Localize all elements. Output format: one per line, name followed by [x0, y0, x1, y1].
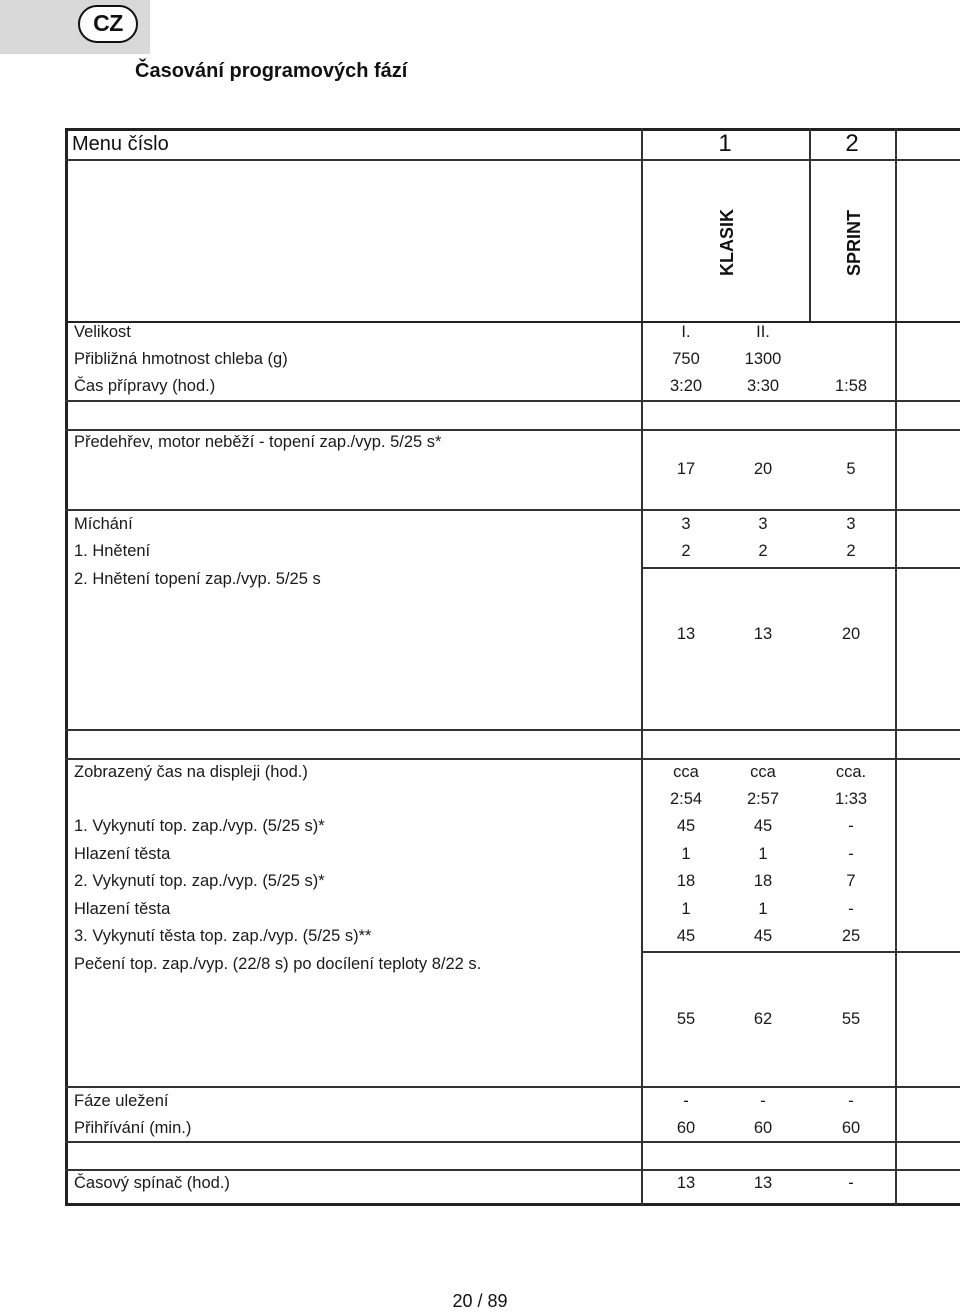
row-value: 750: [672, 350, 700, 368]
row-value: -: [848, 845, 854, 863]
row-value: 5: [846, 460, 856, 478]
col-divider: [895, 128, 897, 1205]
row-value: 3:30: [746, 377, 780, 395]
row-label: Čas přípravy (hod.): [74, 377, 216, 395]
row-value: 60: [676, 1119, 696, 1137]
row-label: Velikost: [74, 323, 131, 341]
row-value: 45: [753, 817, 773, 835]
row-value: 3: [758, 515, 768, 533]
row-value: 7: [846, 872, 856, 890]
language-badge: CZ: [78, 5, 138, 43]
row-value: 1300: [744, 350, 782, 368]
row-divider: [65, 1086, 960, 1088]
row-value: 2: [681, 542, 691, 560]
row-label: 2. Vykynutí top. zap./vyp. (5/25 s)*: [74, 872, 325, 890]
col-divider: [809, 128, 811, 322]
row-divider: [65, 159, 960, 161]
menu-number-2: 2: [845, 130, 859, 157]
row-value: 17: [676, 460, 696, 478]
row-value: cca: [673, 763, 699, 781]
row-value: 13: [676, 625, 696, 643]
row-value: 45: [753, 927, 773, 945]
row-value: 55: [676, 1010, 696, 1028]
row-value: 1: [681, 900, 691, 918]
row-divider: [65, 400, 960, 402]
row-divider: [65, 758, 960, 760]
row-value: 62: [753, 1010, 773, 1028]
row-value: 2: [846, 542, 856, 560]
program-name-sprint: SPRINT: [844, 209, 864, 276]
page-number: 20 / 89: [452, 1291, 508, 1311]
row-value: 45: [676, 927, 696, 945]
row-label: Časový spínač (hod.): [74, 1174, 230, 1192]
table-border-top: [65, 128, 960, 131]
row-divider: [65, 729, 960, 731]
row-label: 1. Vykynutí top. zap./vyp. (5/25 s)*: [74, 817, 325, 835]
row-value: -: [848, 1174, 854, 1192]
row-divider: [641, 951, 960, 953]
row-value: cca: [750, 763, 776, 781]
row-value: 20: [753, 460, 773, 478]
menu-number-1: 1: [718, 130, 732, 157]
row-value: 20: [841, 625, 861, 643]
row-label: Přihřívání (min.): [74, 1119, 192, 1137]
row-label: Fáze uležení: [74, 1092, 169, 1110]
row-divider: [65, 1169, 960, 1171]
program-name-klasik: KLASIK: [717, 209, 737, 276]
row-value: -: [683, 1092, 689, 1110]
row-label: Míchání: [74, 515, 133, 533]
row-value: 1: [758, 900, 768, 918]
row-divider: [65, 321, 960, 323]
row-label: Zobrazený čas na displeji (hod.): [74, 763, 308, 781]
row-value: 55: [841, 1010, 861, 1028]
row-value: 25: [841, 927, 861, 945]
row-value: 13: [753, 1174, 773, 1192]
col-divider: [641, 128, 643, 1205]
row-value: 3: [681, 515, 691, 533]
row-value: 18: [676, 872, 696, 890]
row-value: cca.: [835, 763, 867, 781]
row-value: 1: [758, 845, 768, 863]
row-label: Hlazení těsta: [74, 845, 171, 863]
row-value: -: [848, 1092, 854, 1110]
row-label: Předehřev, motor neběží - topení zap./vyp. 5/25 s*: [74, 433, 442, 451]
row-value: 3: [846, 515, 856, 533]
row-value: 18: [753, 872, 773, 890]
page-title: Časování programových fází: [135, 60, 408, 82]
row-value: 2:54: [669, 790, 703, 808]
row-value: 1: [681, 845, 691, 863]
row-divider: [65, 1141, 960, 1143]
row-label: 1. Hnětení: [74, 542, 151, 560]
row-label: Přibližná hmotnost chleba (g): [74, 350, 288, 368]
row-value: -: [848, 817, 854, 835]
row-value: -: [848, 900, 854, 918]
row-divider: [641, 567, 960, 569]
row-label: Pečení top. zap./vyp. (22/8 s) po docílení teploty 8/22 s.: [74, 955, 482, 973]
row-value: II.: [756, 323, 770, 341]
row-value: I.: [681, 323, 691, 341]
row-value: -: [760, 1092, 766, 1110]
program-timing-table: [65, 128, 960, 1205]
row-value: 2:57: [746, 790, 780, 808]
table-border-left: [65, 128, 68, 1205]
row-label: 2. Hnětení topení zap./vyp. 5/25 s: [74, 570, 321, 588]
row-value: 60: [841, 1119, 861, 1137]
row-value: 13: [753, 625, 773, 643]
row-value: 1:58: [834, 377, 868, 395]
row-value: 2: [758, 542, 768, 560]
row-value: 13: [676, 1174, 696, 1192]
row-divider: [65, 429, 960, 431]
table-border-bottom: [65, 1203, 960, 1206]
row-label: Hlazení těsta: [74, 900, 171, 918]
row-value: 1:33: [834, 790, 868, 808]
row-value: 45: [676, 817, 696, 835]
row-value: 3:20: [669, 377, 703, 395]
row-divider: [65, 509, 960, 511]
header-label: Menu číslo: [72, 133, 169, 155]
row-value: 60: [753, 1119, 773, 1137]
language-tab: [0, 0, 150, 54]
row-label: 3. Vykynutí těsta top. zap./vyp. (5/25 s)**: [74, 927, 372, 945]
